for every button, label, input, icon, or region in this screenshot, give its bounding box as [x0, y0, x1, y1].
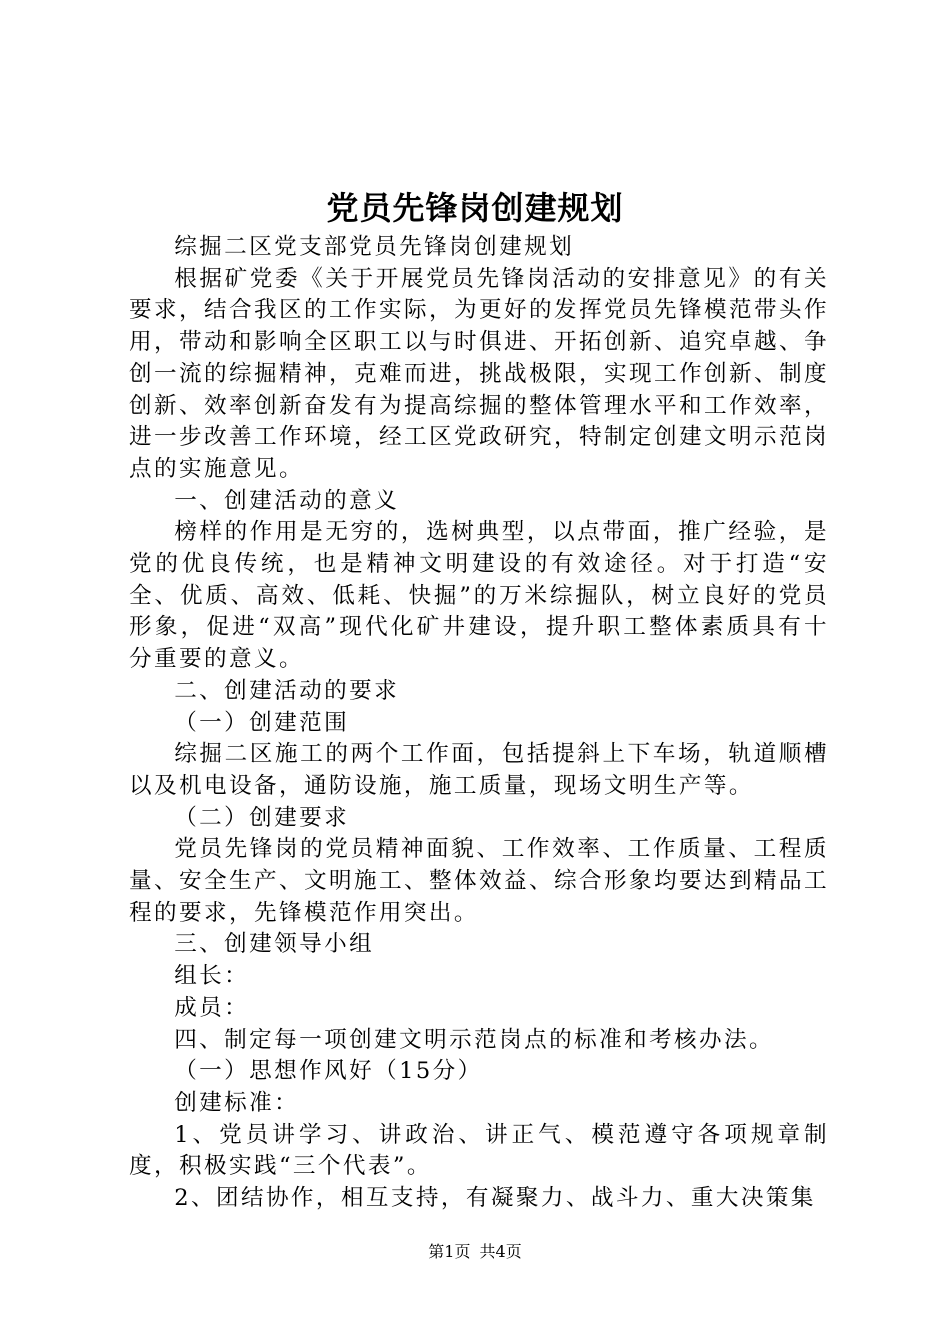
paragraph-scope: 综掘二区施工的两个工作面，包括提斜上下车场，轨道顺槽以及机电设备，通防设施，施工质量，现场文明生产等。 [129, 741, 829, 799]
section-heading-4: 四、制定每一项创建文明示范岗点的标准和考核办法。 [174, 1026, 775, 1053]
paragraph-subtitle: 综掘二区党支部党员先锋岗创建规划 [174, 234, 575, 260]
list-item-1: 1、党员讲学习、讲政治、讲正气、模范遵守各项规章制度，积极实践“三个代表”。 [129, 1121, 829, 1180]
subsection-heading-scope: （一）创建范围 [174, 709, 350, 736]
page-footer [0, 1240, 950, 1264]
paragraph-members: 成员： [174, 994, 250, 1021]
paragraph-requirements: 党员先锋岗的党员精神面貌、工作效率、工作质量、工程质量、安全生产、文明施工、整体效益、综合形象均要达到精品工程的要求，先锋模范作用突出。 [129, 836, 829, 926]
paragraph-standard-label: 创建标准： [174, 1089, 300, 1116]
paragraph-significance: 榜样的作用是无穷的，选树典型，以点带面，推广经验，是党的优良传统，也是精神文明建设的有效途径。对于打造“安全、优质、高效、低耗、快掘”的万米综掘队，树立良好的党员形象，促进“双高”现代化矿井建设，提升职工整体素质具有十分重要的意义。 [129, 519, 830, 673]
subsection-heading-requirements: （二）创建要求 [174, 804, 350, 831]
section-heading-3: 三、创建领导小组 [174, 931, 375, 958]
document-body [129, 232, 829, 1215]
paragraph-intro: 根据矿党委《关于开展党员先锋岗活动的安排意见》的有关要求，结合我区的工作实际，为更好的发挥党员先锋模范带头作用，带动和影响全区职工以与时俱进、开拓创新、追究卓越、争创一流的综掘精神，克难而进，挑战极限，实现工作创新、制度创新、效率创新奋发有为提高综掘的整体管理水平和工作效率，进一步改善工作环境，经工区党政研究，特制定创建文明示范岗点的实施意见。 [129, 265, 829, 482]
subsection-heading-ideology: （一）思想作风好（15分） [174, 1058, 483, 1085]
paragraph-group-leader: 组长： [174, 963, 250, 990]
page-number: 第1页 [428, 1242, 471, 1261]
page-total: 共4页 [479, 1242, 522, 1261]
list-item-2: 2、团结协作，相互支持，有凝聚力、战斗力、重大决策集 [174, 1185, 816, 1212]
section-heading-2: 二、创建活动的要求 [174, 677, 400, 704]
section-heading-1: 一、创建活动的意义 [174, 487, 400, 514]
document-title: 党员先锋岗创建规划 [326, 189, 624, 227]
